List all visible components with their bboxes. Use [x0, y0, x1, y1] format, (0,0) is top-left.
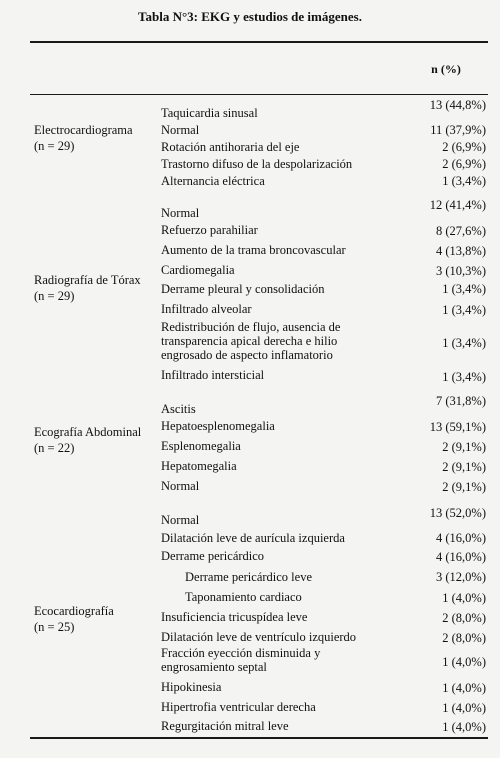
group-label-electrocardiograma [34, 122, 133, 154]
group-n: (n = 22) [34, 441, 75, 455]
row-value: 4 (13,8%) [436, 244, 486, 258]
row-value: 1 (4,0%) [442, 655, 486, 669]
row-item: Aumento de la trama broncovascular [161, 243, 346, 257]
row-value: 2 (9,1%) [442, 460, 486, 474]
group-name: Radiografía de Tórax [34, 273, 141, 287]
row-value: 1 (3,4%) [442, 336, 486, 350]
row-item: Infiltrado intersticial [161, 368, 265, 382]
column-header: n (%) [431, 62, 461, 76]
row-value: 13 (59,1%) [429, 420, 486, 434]
row-value: 1 (4,0%) [442, 720, 486, 734]
row-item: Dilatación leve de aurícula izquierda [161, 531, 345, 545]
row-item: Hepatomegalia [161, 459, 237, 473]
row-item: Derrame pleural y consolidación [161, 282, 325, 296]
row-item: Fracción eyección disminuida y engrosamiento septal [161, 646, 321, 674]
row-item: Dilatación leve de ventrículo izquierdo [161, 630, 357, 644]
row-value: 8 (27,6%) [436, 224, 486, 238]
group-name: Ecocardiografía [34, 604, 114, 618]
row-item: Normal [161, 206, 200, 220]
top-rule [30, 41, 488, 43]
row-item: Derrame pericárdico [161, 549, 265, 563]
row-value: 4 (16,0%) [436, 550, 486, 564]
row-item: Normal [161, 123, 200, 137]
row-value: 3 (12,0%) [436, 570, 486, 584]
row-value: 4 (16,0%) [436, 531, 486, 545]
row-item: Cardiomegalia [161, 263, 235, 277]
row-item: Refuerzo parahiliar [161, 223, 258, 237]
row-value: 12 (41,4%) [429, 198, 486, 212]
row-value: 13 (52,0%) [429, 506, 486, 520]
group-n: (n = 25) [34, 620, 75, 634]
row-item: Normal [161, 479, 200, 493]
row-value: 1 (4,0%) [442, 701, 486, 715]
row-item: Rotación antihoraria del eje [161, 140, 300, 154]
row-item: Infiltrado alveolar [161, 302, 252, 316]
row-value: 2 (8,0%) [442, 611, 486, 625]
row-value: 1 (3,4%) [442, 303, 486, 317]
row-value: 7 (31,8%) [436, 394, 486, 408]
header-rule [30, 94, 488, 95]
row-value: 1 (3,4%) [442, 370, 486, 384]
bottom-rule [30, 737, 488, 739]
row-value: 1 (4,0%) [442, 681, 486, 695]
row-item: Alternancia eléctrica [161, 174, 265, 188]
row-item: Ascitis [161, 402, 196, 416]
row-value: 2 (6,9%) [442, 157, 486, 171]
row-value: 13 (44,8%) [429, 98, 486, 112]
row-value: 2 (8,0%) [442, 631, 486, 645]
row-item: Hipertrofia ventricular derecha [161, 700, 316, 714]
group-n: (n = 29) [34, 139, 75, 153]
row-item: Hipokinesia [161, 680, 222, 694]
row-item: Redistribución de flujo, ausencia de transparencia apical derecha e hilio engrosado de aspecto inflamatorio [161, 320, 341, 362]
row-value: 11 (37,9%) [430, 123, 486, 137]
row-item: Insuficiencia tricuspídea leve [161, 610, 308, 624]
row-value: 2 (9,1%) [442, 440, 486, 454]
row-item: Taponamiento cardiaco [185, 590, 302, 604]
row-item: Normal [161, 513, 200, 527]
row-value: 1 (3,4%) [442, 282, 486, 296]
group-name: Ecografía Abdominal [34, 425, 142, 439]
row-item: Hepatoesplenomegalia [161, 419, 275, 433]
group-label-ecocardiografia [34, 603, 114, 635]
group-name: Electrocardiograma [34, 123, 133, 137]
row-value: 2 (6,9%) [442, 140, 486, 154]
row-item: Esplenomegalia [161, 439, 241, 453]
row-item: Derrame pericárdico leve [185, 570, 313, 584]
row-value: 3 (10,3%) [436, 264, 486, 278]
row-item: Regurgitación mitral leve [161, 719, 289, 733]
row-value: 1 (4,0%) [442, 591, 486, 605]
table-title: Tabla N°3: EKG y estudios de imágenes. [138, 9, 362, 24]
row-value: 1 (3,4%) [442, 174, 486, 188]
row-item: Trastorno difuso de la despolarización [161, 157, 353, 171]
row-value: 2 (9,1%) [442, 480, 486, 494]
group-label-radiografia [34, 272, 141, 304]
group-label-ecografia [34, 424, 141, 456]
row-item: Taquicardia sinusal [161, 106, 258, 120]
group-n: (n = 29) [34, 289, 75, 303]
